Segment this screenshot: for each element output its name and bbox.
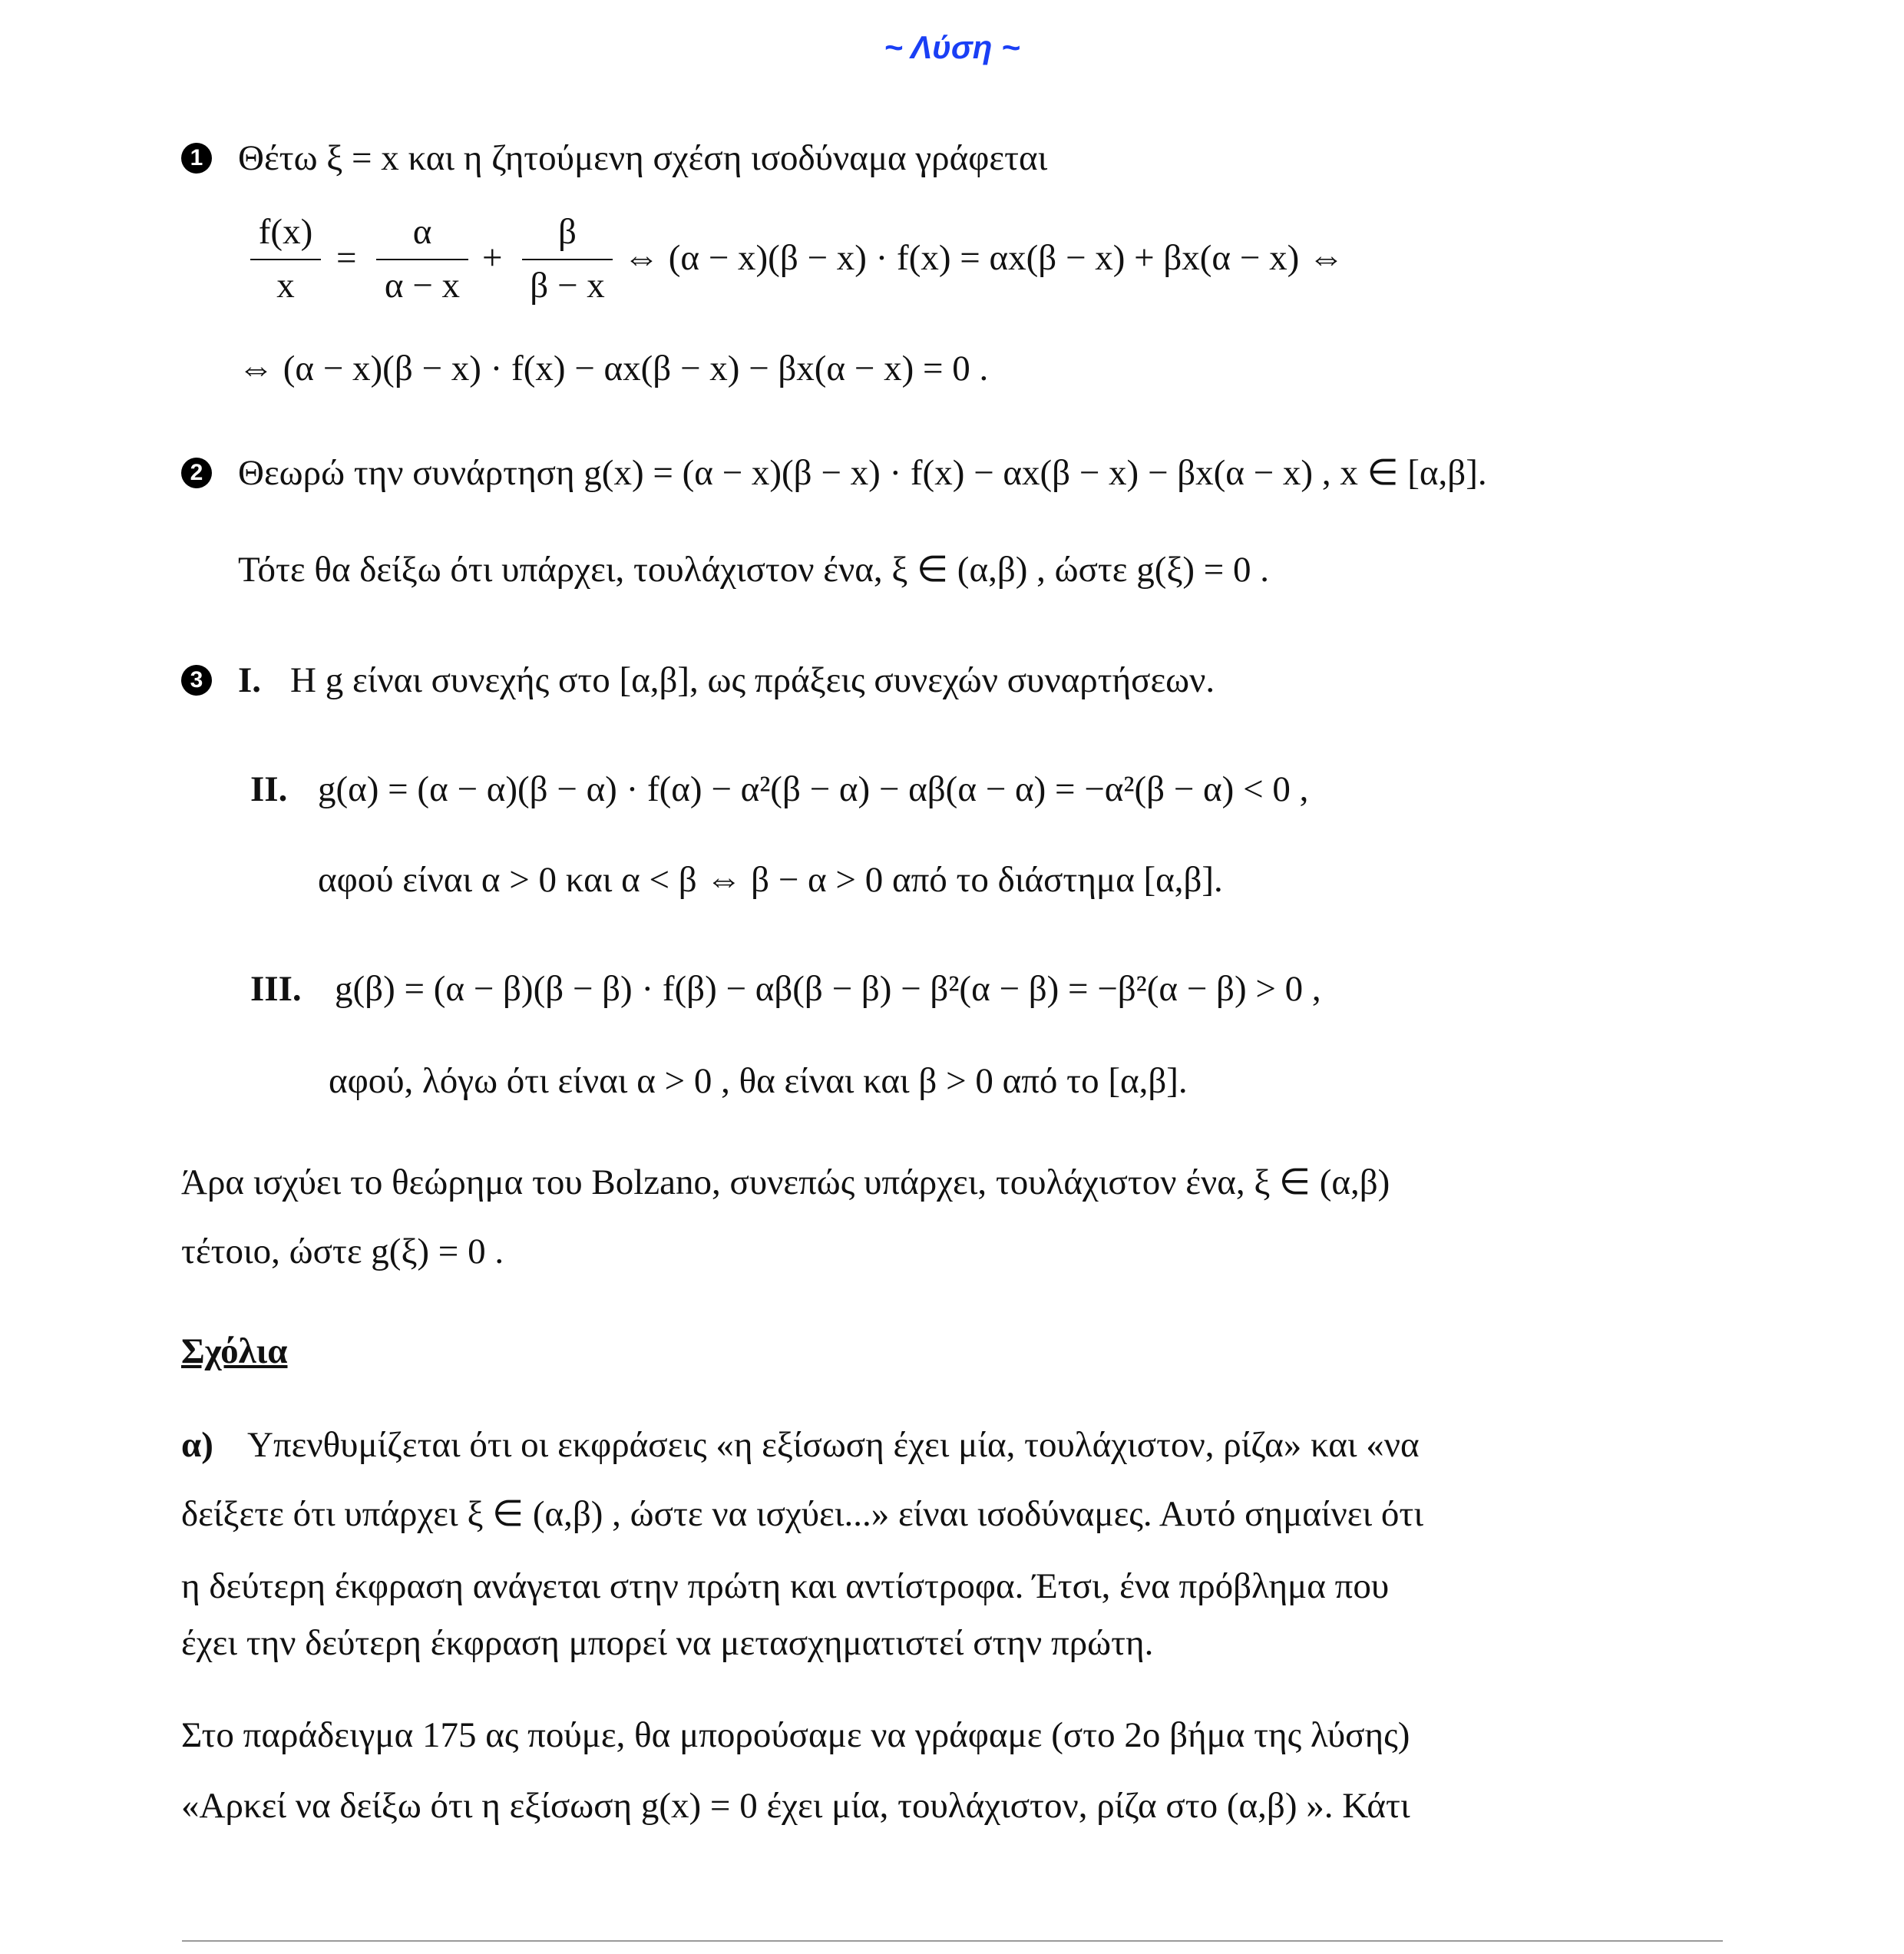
step-3-marker: 3 <box>181 665 212 696</box>
step-3-ii-label: II. <box>250 769 288 809</box>
step-3-iii-text: g(β) = (α − β)(β − β) · f(β) − αβ(β − β) − β²(α − β) = −β²(α − β) > 0 , <box>335 969 1321 1009</box>
step-3-iii-label: III. <box>250 969 302 1009</box>
step-3-ii-note: αφού είναι α > 0 και α < β ⇔ β − α > 0 από το διάστημα [α,β]. <box>318 860 1223 900</box>
frac1-numerator: f(x) <box>258 212 313 252</box>
step-3-ii-text: g(α) = (α − α)(β − α) · f(α) − α²(β − α) − αβ(α − α) = −α²(β − α) < 0 , <box>318 769 1309 809</box>
comments-heading: Σχόλια <box>181 1331 288 1371</box>
comment-p2-line-1: Στο παράδειγμα 175 ας πούμε, θα μπορούσαμε να γράφαμε (στο 2ο βήμα της λύσης) <box>181 1715 1410 1755</box>
comment-a-label: α) <box>181 1425 213 1465</box>
frac1-bar <box>250 259 321 260</box>
step-1-marker: 1 <box>181 143 212 174</box>
step-1-result: ⇔ (α − x)(β − x) · f(x) − αx(β − x) − βx(α − x) = 0 . <box>238 349 989 388</box>
comment-a-line-3: η δεύτερη έκφραση ανάγεται στην πρώτη και αντίστροφα. Έτσι, ένα πρόβλημα που <box>181 1566 1390 1606</box>
frac2-denominator: α − x <box>384 266 461 306</box>
frac3-bar <box>522 259 613 260</box>
step-2-goal: Τότε θα δείξω ότι υπάρχει, τουλάχιστον ένα, ξ ∈ (α,β) , ώστε g(ξ) = 0 . <box>238 550 1270 590</box>
step-3-iii-note: αφού, λόγω ότι είναι α > 0 , θα είναι και β > 0 από το [α,β]. <box>329 1061 1188 1101</box>
conclusion-line-2: τέτοιο, ώστε g(ξ) = 0 . <box>181 1232 504 1271</box>
solution-title: ~ Λύση ~ <box>884 29 1020 65</box>
frac2-numerator: α <box>412 212 432 252</box>
step-2-marker: 2 <box>181 458 212 488</box>
step-1-intro: Θέτω ξ = x και η ζητούμενη σχέση ισοδύναμα γράφεται <box>238 138 1048 178</box>
plus-sign: + <box>482 238 503 278</box>
comment-p2-line-2: «Αρκεί να δείξω ότι η εξίσωση g(x) = 0 έχει μία, τουλάχιστον, ρίζα στο (α,β) ». Κάτι <box>181 1786 1410 1826</box>
comment-a-line-4: έχει την δεύτερη έκφραση μπορεί να μετασχηματιστεί στην πρώτη. <box>181 1623 1154 1663</box>
footer-rule <box>182 1940 1723 1942</box>
frac3-numerator: β <box>558 212 577 252</box>
comment-a-line-1: Υπενθυμίζεται ότι οι εκφράσεις «η εξίσωση έχει μία, τουλάχιστον, ρίζα» και «να <box>247 1425 1420 1465</box>
conclusion-line-1: Άρα ισχύει το θεώρημα του Bolzano, συνεπώς υπάρχει, τουλάχιστον ένα, ξ ∈ (α,β) <box>181 1162 1390 1202</box>
step-3-i-text: Η g είναι συνεχής στο [α,β], ως πράξεις συνεχών συναρτήσεων. <box>290 660 1215 700</box>
frac3-denominator: β − x <box>530 266 605 306</box>
equals-sign: = <box>336 238 357 278</box>
frac2-bar <box>376 259 468 260</box>
step-2-definition: Θεωρώ την συνάρτηση g(x) = (α − x)(β − x) · f(x) − αx(β − x) − βx(α − x) , x ∈ [α,β]. <box>238 453 1487 493</box>
equivalence-expression: ⇔ (α − x)(β − x) · f(x) = αx(β − x) + βx(α − x) ⇔ <box>623 238 1344 278</box>
step-3-i-label: I. <box>238 660 262 700</box>
frac1-denominator: x <box>276 266 295 306</box>
comment-a-line-2: δείξετε ότι υπάρχει ξ ∈ (α,β) , ώστε να ισχύει...» είναι ισοδύναμες. Αυτό σημαίνει ότι <box>181 1494 1423 1534</box>
